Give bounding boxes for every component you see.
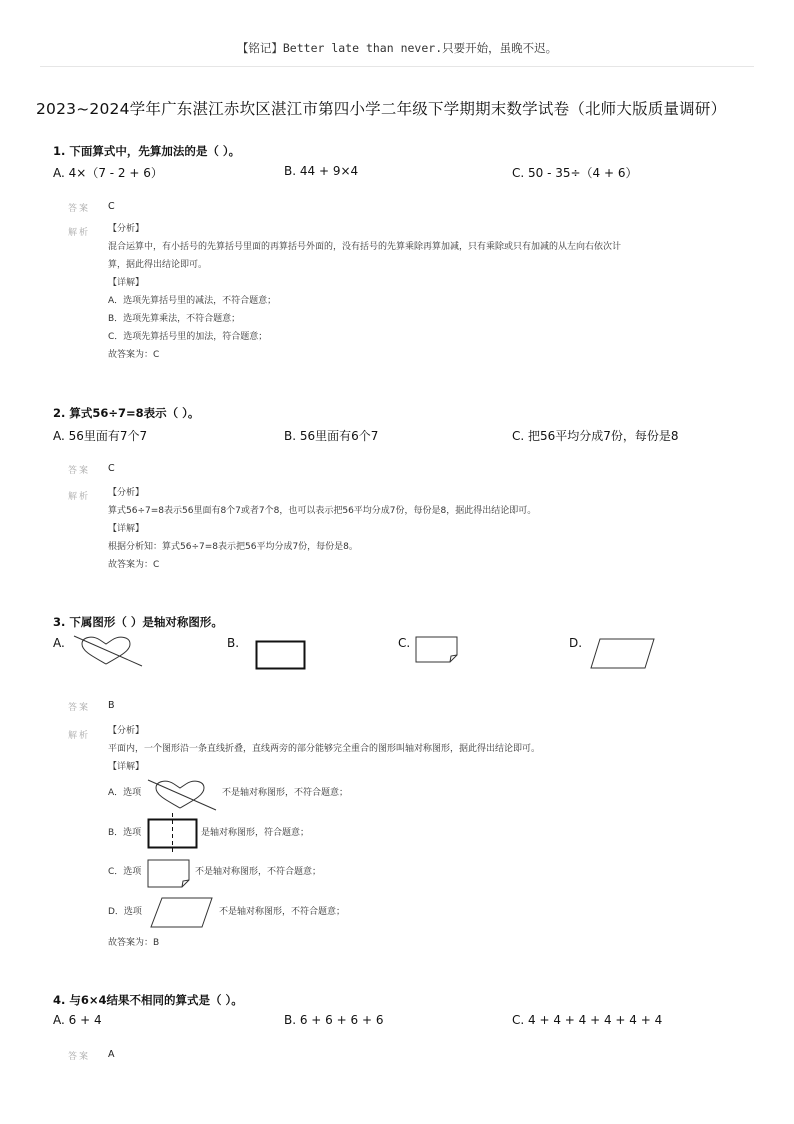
detail-row-c-prefix: C．选项 [108, 867, 142, 877]
explanation-line: 【详解】 [108, 524, 145, 534]
folded-corner-rectangle-figure [415, 636, 461, 664]
folded-corner-rectangle-figure [147, 859, 193, 889]
explanation-line: 【详解】 [108, 762, 145, 772]
answer-label: 答案 [68, 703, 91, 713]
question-2-option-b: B. 56里面有6个7 [284, 429, 379, 443]
explanation-line: 【分析】 [108, 224, 145, 234]
detail-row-b-prefix: B．选项 [108, 828, 142, 838]
detail-row-b-suffix: 是轴对称图形，符合题意； [201, 828, 310, 838]
detail-row-c-suffix: 不是轴对称图形，不符合题意； [195, 867, 322, 877]
explanation-line: 混合运算中，有小括号的先算括号里面的再算括号外面的，没有括号的先算乘除再算加减，只有乘除或只有加减的从左向右依次计 [108, 242, 622, 252]
explanation-line: 故答案为：C [108, 560, 160, 570]
question-3-option-a: A. [53, 636, 65, 650]
question-3-option-b: B. [227, 636, 240, 650]
motto-banner: 【铭记】Better late than never.只要开始，虽晚不迟。 [236, 41, 558, 55]
question-3-conclusion: 故答案为：B [108, 938, 160, 948]
question-4-option-b: B. 6 + 6 + 6 + 6 [284, 1013, 384, 1027]
heart-with-line-figure [72, 634, 146, 668]
question-1-option-a: A. 4×（7 - 2 + 6） [53, 166, 163, 180]
explanation-line: 算式56÷7=8表示56里面有8个7或者7个8，也可以表示把56平均分成7份，每份是8，据此得出结论即可。 [108, 506, 537, 516]
answer-label: 答案 [68, 466, 91, 476]
question-2-option-c: C. 把56平均分成7份，每份是8 [512, 429, 679, 443]
page-title: 2023~2024学年广东湛江赤坎区湛江市第四小学二年级下学期期末数学试卷（北师大版质量调研） [36, 100, 727, 118]
explanation-line: 根据分析知：算式56÷7=8表示把56平均分成7份，每份是8。 [108, 542, 358, 552]
question-3-text: 3. 下属图形（ ）是轴对称图形。 [53, 615, 223, 629]
question-1-text: 1. 下面算式中，先算加法的是（ ）。 [53, 144, 241, 158]
parallelogram-figure [590, 638, 656, 670]
question-1-explanation [108, 220, 621, 364]
question-3-explanation [108, 722, 540, 776]
header-divider [40, 66, 754, 67]
question-3-option-c: C. [398, 636, 411, 650]
question-1-answer: C [108, 201, 115, 212]
detail-row-a-prefix: A．选项 [108, 788, 142, 798]
question-2-explanation [108, 484, 536, 574]
question-2-option-a: A. 56里面有7个7 [53, 429, 148, 443]
explanation-line: B．选项先算乘法，不符合题意； [108, 314, 241, 324]
parallelogram-figure [150, 897, 214, 929]
heart-with-line-figure [146, 778, 220, 812]
explanation-line: C．选项先算括号里的加法，符合题意； [108, 332, 268, 342]
rectangle-with-axis-figure [147, 818, 199, 850]
question-2-text: 2. 算式56÷7=8表示（ ）。 [53, 406, 200, 420]
explanation-line: 【分析】 [108, 726, 145, 736]
question-1-option-b: B. 44 + 9×4 [284, 164, 359, 178]
rectangle-figure [255, 640, 307, 670]
analysis-label: 解析 [68, 228, 91, 238]
explanation-line: A．选项先算括号里的减法，不符合题意； [108, 296, 277, 306]
explanation-line: 【详解】 [108, 278, 145, 288]
detail-row-d-suffix: 不是轴对称图形，不符合题意； [219, 907, 346, 917]
question-3-option-d: D. [569, 636, 583, 650]
explanation-line: 平面内，一个图形沿一条直线折叠，直线两旁的部分能够完全重合的图形叫轴对称图形，据此得出结论即可。 [108, 744, 541, 754]
answer-label: 答案 [68, 204, 91, 214]
question-3-answer: B [108, 700, 115, 711]
question-2-answer: C [108, 463, 115, 474]
explanation-line: 算，据此得出结论即可。 [108, 260, 208, 270]
detail-row-a-suffix: 不是轴对称图形，不符合题意； [222, 788, 349, 798]
analysis-label: 解析 [68, 492, 91, 502]
explanation-line: 故答案为：C [108, 350, 160, 360]
explanation-line: 【分析】 [108, 488, 145, 498]
question-4-option-a: A. 6 + 4 [53, 1013, 102, 1027]
detail-row-d-prefix: D．选项 [108, 907, 142, 917]
answer-label: 答案 [68, 1052, 91, 1062]
question-4-answer: A [108, 1049, 115, 1060]
question-4-text: 4. 与6×4结果不相同的算式是（ ）。 [53, 993, 243, 1007]
question-1-option-c: C. 50 - 35÷（4 + 6） [512, 166, 638, 180]
analysis-label: 解析 [68, 731, 91, 741]
question-4-option-c: C. 4 + 4 + 4 + 4 + 4 + 4 [512, 1013, 663, 1027]
